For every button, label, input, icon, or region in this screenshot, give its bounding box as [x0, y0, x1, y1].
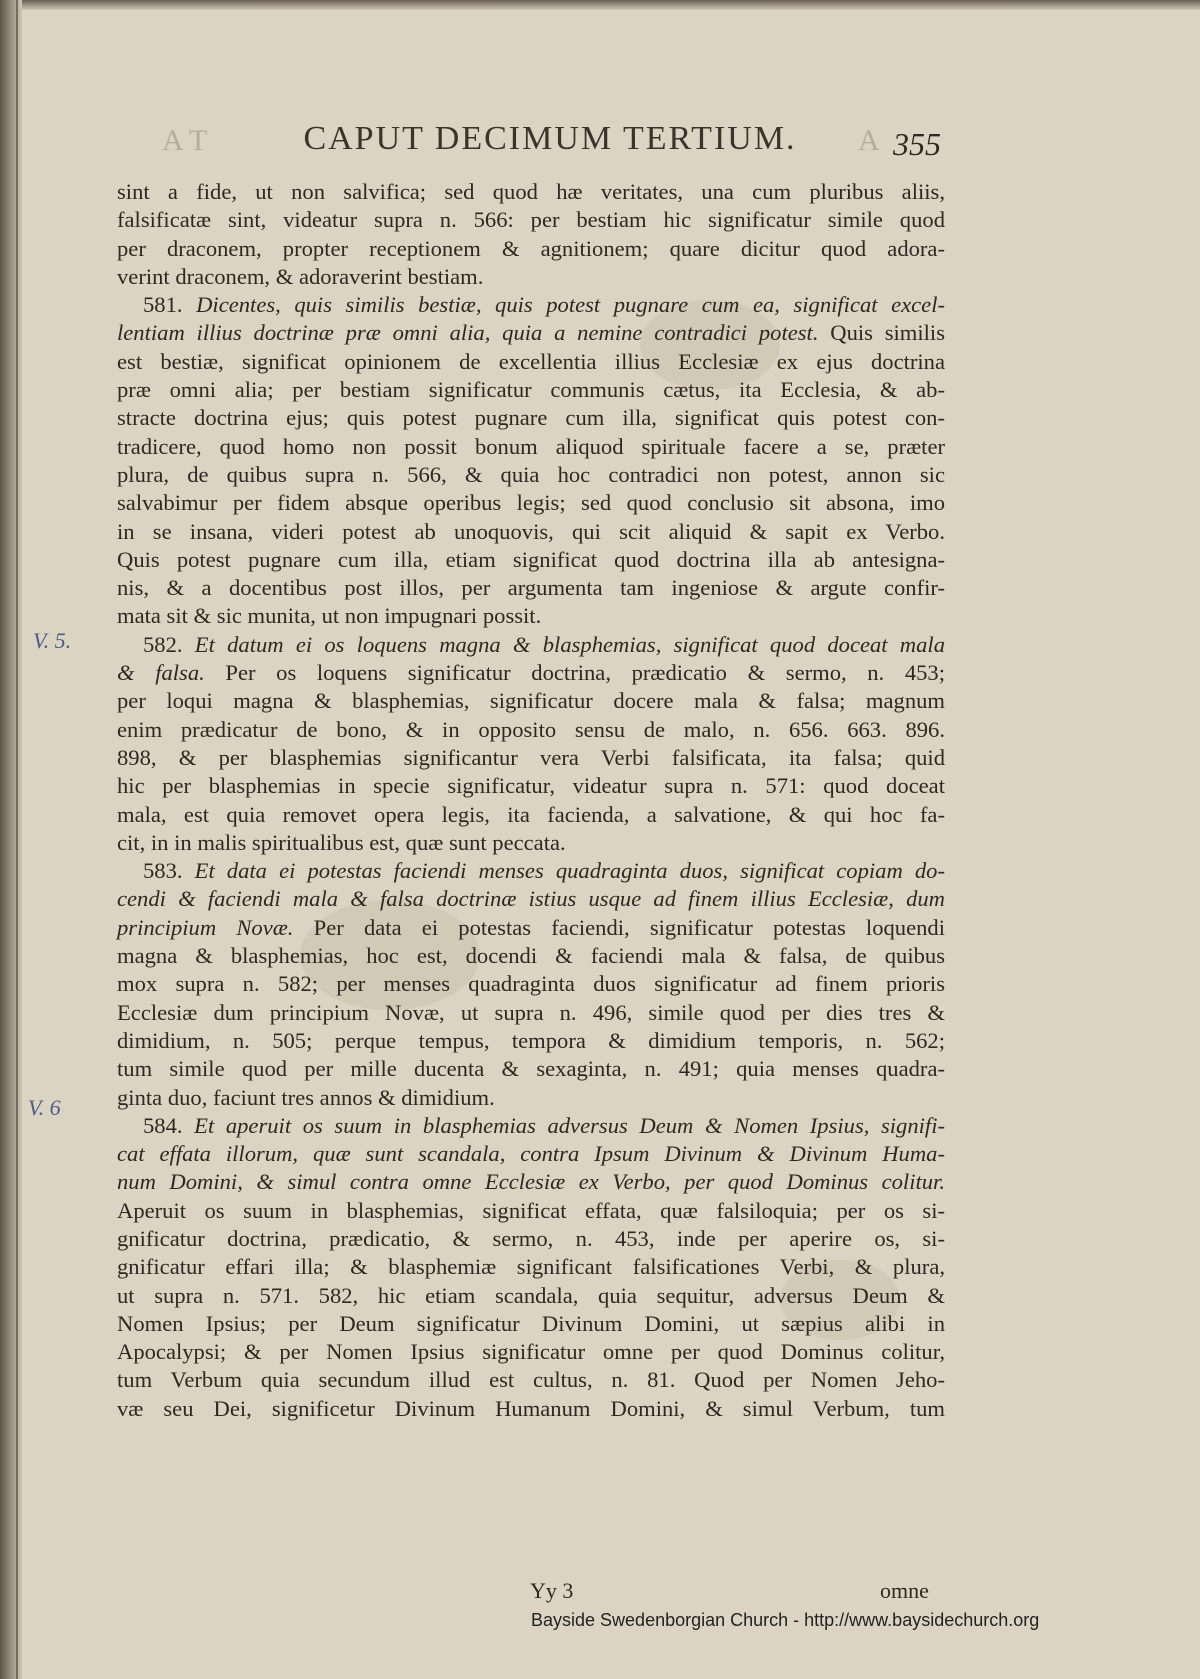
- text-run: magna & blasphemias, hoc est, docendi & faciendi mala & falsa, de quibus: [117, 943, 945, 969]
- text-run: stracte doctrina ejus; quis potest pugnare cum illa, significat quis potest con-: [117, 405, 945, 431]
- italic-run: principium Novæ.: [117, 914, 294, 940]
- text-line: [117, 206, 945, 234]
- text-run: per loqui magna & blasphemias, significatur docere mala & falsa; magnum: [117, 688, 945, 714]
- text-run: Quis potest pugnare cum illa, etiam significat quod doctrina illa ab antesigna-: [117, 546, 945, 572]
- text-run: mata sit & sic munita, ut non impugnari possit.: [117, 603, 542, 629]
- italic-run: num Domini, & simul contra omne Ecclesiæ ex Verbo, per quod Dominus colitur.: [117, 1169, 945, 1195]
- bleed-through-text: A T: [162, 124, 208, 157]
- text-run: falsificatæ sint, videatur supra n. 566: per bestiam hic significatur simile quod: [117, 207, 945, 233]
- catchword: omne: [880, 1578, 929, 1603]
- italic-run: Dicentes, quis similis bestiæ, quis potest pugnare cum ea, significat excel-: [196, 292, 946, 318]
- text-line: [117, 518, 945, 546]
- text-line: [117, 687, 945, 715]
- text-line: [117, 1112, 945, 1140]
- italic-run: Et aperuit os suum in blasphemias adversus Deum & Nomen Ipsius, signifi-: [194, 1112, 946, 1138]
- text-line: [117, 1084, 945, 1112]
- text-run: tum Verbum quia secundum illud est cultus, n. 81. Quod per Nomen Jeho-: [117, 1367, 945, 1393]
- text-run: ginta duo, faciunt tres annos & dimidium.: [117, 1084, 495, 1110]
- text-run: tradicere, quod homo non possit bonum aliquod spirituale facere a se, præter: [117, 433, 945, 459]
- text-run: enim prædicatur de bono, & in opposito sensu de malo, n. 656. 663. 896.: [117, 716, 945, 742]
- text-line: [117, 1197, 945, 1225]
- chapter-title: CAPUT DECIMUM TERTIUM.: [303, 120, 797, 157]
- text-line: [117, 433, 945, 461]
- running-head: [150, 120, 950, 160]
- text-line: [117, 772, 945, 800]
- text-run: hic per blasphemias in specie significatur, videatur supra n. 571: quod doceat: [117, 773, 945, 799]
- text-line: [117, 1282, 945, 1310]
- text-line: [117, 546, 945, 574]
- italic-run: & falsa.: [117, 660, 205, 686]
- text-line: [117, 1310, 945, 1338]
- text-run: 898, & per blasphemias significantur vera Verbi falsificata, ita falsa; quid: [117, 744, 945, 770]
- margin-note-verse-6: V. 6: [28, 1095, 61, 1120]
- text-run: gnificatur effari illa; & blasphemiæ significant falsificationes Verbi, & plura,: [117, 1254, 945, 1280]
- signature-mark: Yy 3: [530, 1578, 574, 1603]
- text-line: [117, 744, 945, 772]
- italic-run: Et datum ei os loquens magna & blasphemias, significat quod doceat mala: [194, 631, 945, 657]
- text-line: [117, 461, 945, 489]
- text-run: 584.: [143, 1112, 195, 1138]
- text-run: 583.: [143, 858, 195, 884]
- text-line: [117, 885, 945, 913]
- text-line: [117, 1055, 945, 1083]
- text-run: præ omni alia; per bestiam significatur communis cætus, ita Ecclesia, & ab-: [117, 377, 945, 403]
- text-line: [117, 1253, 945, 1281]
- text-run: est bestiæ, significat opinionem de excellentia illius Ecclesiæ ex ejus doctrina: [117, 348, 945, 374]
- text-run: mox supra n. 582; per menses quadraginta duos significatur ad finem prioris: [117, 971, 945, 997]
- text-run: sint a fide, ut non salvifica; sed quod hæ veritates, una cum pluribus aliis,: [117, 179, 945, 204]
- text-run: cit, in in malis spiritualibus est, quæ sunt peccata.: [117, 829, 566, 855]
- text-line: [117, 1225, 945, 1253]
- text-run: 581.: [143, 292, 197, 318]
- page-top-edge: [0, 0, 1200, 10]
- text-line: [117, 574, 945, 602]
- text-run: Per os loquens significatur doctrina, prædicatio & sermo, n. 453;: [204, 660, 945, 686]
- text-run: Apocalypsi; & per Nomen Ipsius significatur omne per quod Dominus colitur,: [117, 1339, 945, 1365]
- text-line: [117, 1140, 945, 1168]
- text-run: plura, de quibus supra n. 566, & quia hoc contradici non potest, annon sic: [117, 461, 945, 487]
- text-run: Ecclesiæ dum principium Novæ, ut supra n. 496, simile quod per dies tres &: [117, 999, 945, 1025]
- text-run: dimidium, n. 505; perque tempus, tempora & dimidium temporis, n. 562;: [117, 1027, 945, 1053]
- text-run: salvabimur per fidem absque operibus legis; sed quod conclusio sit absona, imo: [117, 490, 945, 516]
- text-run: 582.: [143, 631, 195, 657]
- footer-credit: Bayside Swedenborgian Church - http://www.baysidechurch.org: [531, 1610, 1040, 1630]
- text-line: [117, 404, 945, 432]
- text-run: gnificatur doctrina, prædicatio, & sermo, n. 453, inde per aperire os, si-: [117, 1225, 945, 1251]
- text-line: [117, 602, 945, 630]
- text-run: nis, & a docentibus post illos, per argumenta tam ingeniose & argute confir-: [117, 575, 945, 601]
- italic-run: lentiam illius doctrinæ præ omni alia, quia a nemine contradici potest.: [117, 320, 819, 346]
- text-run: ut supra n. 571. 582, hic etiam scandala, quia sequitur, adversus Deum &: [117, 1282, 945, 1308]
- text-line: [117, 1395, 945, 1423]
- text-run: Aperuit os suum in blasphemias, significat effata, quæ falsiloquia; per os si-: [117, 1197, 945, 1223]
- italic-run: cendi & faciendi mala & falsa doctrinæ istius usque ad finem illius Ecclesiæ, dum: [117, 886, 945, 912]
- text-line: [117, 376, 945, 404]
- text-line: [117, 235, 945, 263]
- text-line: [117, 348, 945, 376]
- text-line: [117, 263, 945, 291]
- italic-run: cat effata illorum, quæ sunt scandala, contra Ipsum Divinum & Divinum Huma-: [117, 1141, 945, 1167]
- text-line: [117, 801, 945, 829]
- text-line: [117, 999, 945, 1027]
- text-line: [117, 631, 945, 659]
- text-line: [117, 319, 945, 347]
- text-run: tum simile quod per mille ducenta & sexaginta, n. 491; quia menses quadra-: [117, 1056, 945, 1082]
- gutter-shadow-line: [16, 0, 18, 1679]
- text-line: [117, 178, 945, 206]
- text-line: [117, 291, 945, 319]
- text-run: Per data ei potestas faciendi, significatur potestas loquendi: [293, 914, 945, 940]
- text-line: [117, 970, 945, 998]
- italic-run: Et data ei potestas faciendi menses quadraginta duos, significat copiam do-: [194, 858, 945, 884]
- text-line: [117, 659, 945, 687]
- text-run: væ seu Dei, significetur Divinum Humanum Domini, & simul Verbum, tum: [117, 1395, 945, 1421]
- body-text: [117, 178, 945, 1423]
- text-line: [117, 716, 945, 744]
- text-line: [117, 1338, 945, 1366]
- text-run: per draconem, propter receptionem & agnitionem; quare dicitur quod adora-: [117, 235, 945, 261]
- text-line: [117, 1168, 945, 1196]
- text-line: [117, 914, 945, 942]
- text-line: [117, 489, 945, 517]
- text-line: [117, 942, 945, 970]
- text-line: [117, 829, 945, 857]
- binding-gutter: [0, 0, 22, 1679]
- margin-note-verse-5: V. 5.: [33, 628, 72, 653]
- bleed-through-text: A: [858, 124, 880, 157]
- text-run: Quis similis: [818, 320, 945, 346]
- page-number: 355: [893, 126, 941, 162]
- text-run: Nomen Ipsius; per Deum significatur Divinum Domini, ut sæpius alibi in: [117, 1310, 945, 1336]
- text-run: in se insana, videri potest ab unoquovis, qui scit aliquid & sapit ex Verbo.: [117, 518, 945, 544]
- text-line: [117, 857, 945, 885]
- text-line: [117, 1027, 945, 1055]
- text-line: [117, 1366, 945, 1394]
- text-run: mala, est quia removet opera legis, ita facienda, a salvatione, & qui hoc fa-: [117, 801, 945, 827]
- text-run: verint draconem, & adoraverint bestiam.: [117, 263, 484, 289]
